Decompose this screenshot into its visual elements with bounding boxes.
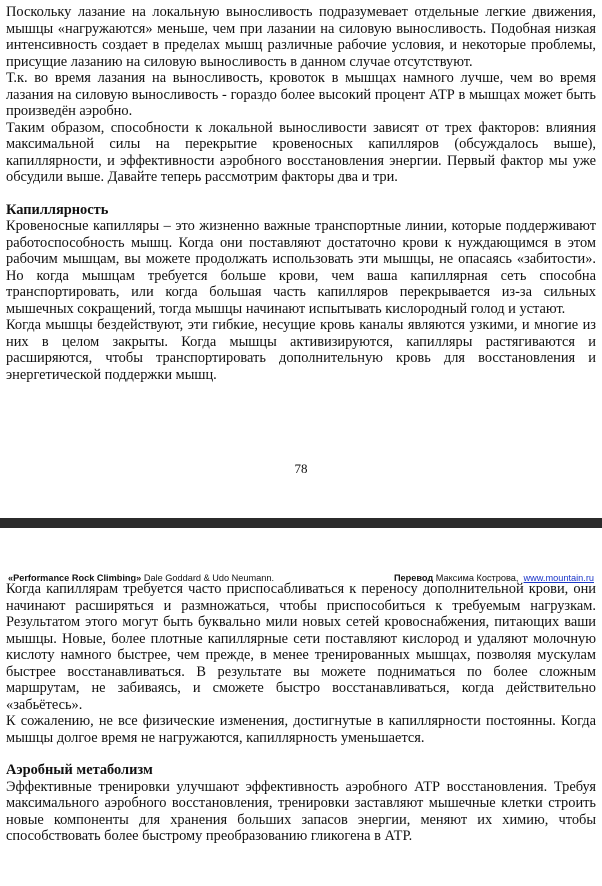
site-link[interactable]: www.mountain.ru	[523, 573, 594, 583]
authors: Dale Goddard & Udo Neumann.	[141, 573, 275, 583]
book-title: «Performance Rock Climbing»	[8, 573, 142, 583]
translator: Максима Кострова,	[433, 573, 519, 583]
paragraph: К сожалению, не все физические изменения, достигнутые в капиллярности постоянны. Когда мышцы долгое время не нагружаются, капиллярность уменьшается.	[6, 713, 596, 746]
page-78-body	[6, 4, 596, 383]
page-divider	[0, 518, 602, 528]
translation-label: Перевод	[393, 573, 434, 583]
paragraph: Кровеносные капилляры – это жизненно важные транспортные линии, которые поддерживают работоспособность мышц. Когда они поставляют достаточно крови к нуждающимся в этом рабочим мышцам, вы можете продолжать использовать эти мышцы, не опасаясь «забитости». Но когда мышцам требуется больше крови, чем ваша капиллярная сеть способна транспортировать, или когда большая часть капилляров перекрывается из-за сильных мышечных сокращений, тогда мышцы начинают испытывать кислородный голод и устают.	[6, 218, 596, 317]
paragraph: Когда капиллярам требуется часто приспосабливаться к переносу дополнительной крови, они начинают расширяться и размножаться, чтобы приспособиться к требуемым нагрузкам. Результатом этого могут быть буквально мили новых сетей кровоснабжения, питающих ваши мышцы. Новые, более плотные капиллярные сети поставляют кислород и удаляют молочную кислоту намного быстрее, чем прежде, в менее тренированных мышцах, позволяя мускулам быстрее восстанавливаться. В результате вы можете подниматься по более сложным маршрутам, не забиваясь, и сможете быстро восстанавливаться, когда действительно «забьётесь».	[6, 581, 596, 713]
page-79-body	[6, 581, 596, 845]
page-79	[0, 528, 602, 886]
section-heading: Аэробный метаболизм	[6, 762, 153, 778]
paragraph: Когда мышцы бездействуют, эти гибкие, несущие кровь каналы являются узкими, и многие из них в целом закрыты. Когда мышцы активизируются, капилляры растягиваются и расширяются, чтобы транспортировать дополнительную кровь для восстановления и энергетической поддержки мышц.	[6, 317, 596, 383]
paragraph-spacer	[6, 746, 596, 762]
section-heading: Капиллярность	[6, 201, 109, 218]
paragraph: Поскольку лазание на локальную выносливость подразумевает отдельные легкие движения, мышцы «нагружаются» меньше, чем при лазании на силовую выносливость. Подобная низкая интенсивность создает в пределах мышц различные рабочие условия, и некоторые проблемы, присущие лазанию на силовую выносливость в данном случае отсутствуют.	[6, 4, 596, 70]
paragraph: Эффективные тренировки улучшают эффективность аэробного АТР восстановления. Требуя максимального аэробного восстановления, тренировки заставляют мышечные клетки строить новые компоненты для хранения больших запасов энергии, меняют их химию, чтобы способствовать более быстрому преобразованию гликогена в АТР.	[6, 778, 596, 844]
paragraph-spacer	[6, 186, 596, 202]
paragraph: Таким образом, способности к локальной выносливости зависят от трех факторов: влияния максимальной силы на перекрытие кровеносных капилляров (обсуждалось выше), капиллярности, и эффективности аэробного восстановления энергии. Первый фактор мы уже обсудили выше. Давайте теперь рассмотрим факторы два и три.	[6, 119, 596, 185]
paragraph: Т.к. во время лазания на выносливость, кровоток в мышцах намного лучше, чем во время лазания на силовую выносливость - гораздо более высокий процент АТР в мышцах может быть произведён аэробно.	[6, 70, 596, 119]
page-number: 78	[294, 461, 308, 476]
